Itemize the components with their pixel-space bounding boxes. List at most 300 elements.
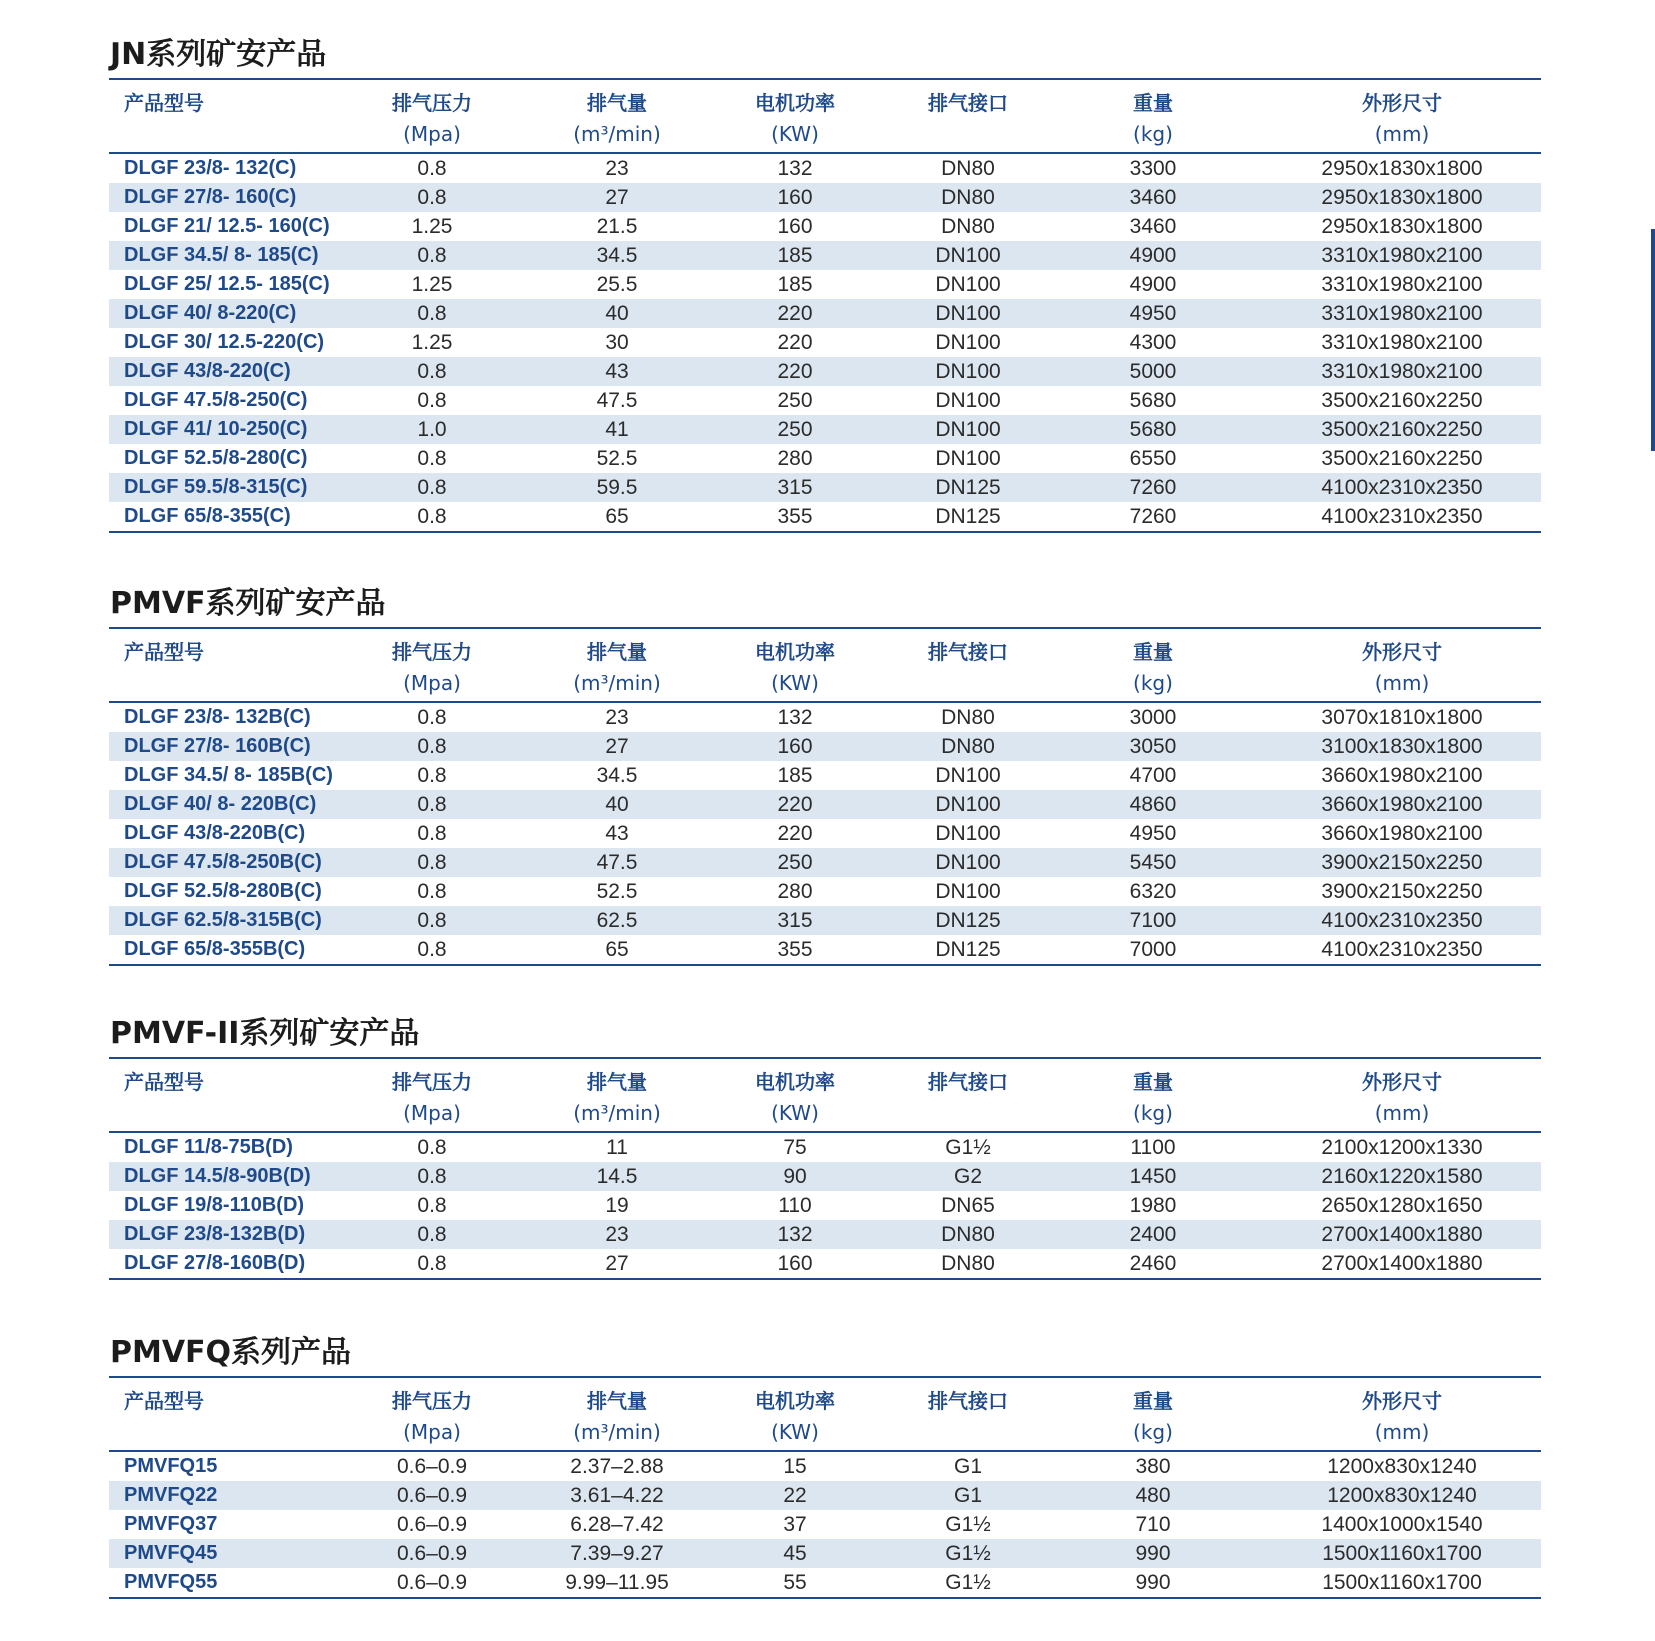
table-row: [109, 732, 1541, 761]
cell-outlet: DN100: [893, 848, 1043, 877]
cell-dims: 3900x2150x2250: [1263, 848, 1541, 877]
table-row: [109, 1510, 1541, 1539]
cell-outlet: DN80: [893, 183, 1043, 212]
cell-dims: 2950x1830x1800: [1321, 157, 1483, 180]
header-flow: 排气量 (m³/min): [573, 1389, 661, 1444]
cell-model: PMVFQ22: [109, 1481, 327, 1510]
cell-weight: 3300: [1129, 157, 1177, 180]
cell-model: PMVFQ37: [124, 1513, 218, 1535]
cell-weight: 4300: [1129, 331, 1177, 354]
cell-model: DLGF 34.5/ 8- 185B(C): [124, 764, 333, 786]
table-row: [109, 183, 1541, 212]
cell-power: 185: [777, 273, 813, 296]
cell-dims: 2950x1830x1800: [1321, 215, 1483, 238]
cell-pressure: 0.6–0.9: [327, 1539, 537, 1568]
cell-dims: 2160x1220x1580: [1263, 1162, 1541, 1191]
section-title: JN系列矿安产品: [110, 37, 327, 72]
page-edge-tab: [1651, 229, 1655, 451]
header-pressure: 排气压力 (Mpa): [392, 91, 472, 146]
cell-outlet: G1: [953, 1455, 982, 1478]
table-header-row: [109, 1377, 1541, 1451]
cell-model: DLGF 30/ 12.5-220(C): [124, 331, 325, 353]
cell-pressure: 0.8: [417, 764, 447, 787]
cell-flow: 7.39–9.27: [537, 1539, 697, 1568]
table-row: [109, 357, 1541, 386]
cell-flow: 47.5: [537, 848, 697, 877]
cell-pressure: 0.8: [417, 157, 447, 180]
cell-flow: 9.99–11.95: [565, 1571, 669, 1594]
cell-weight: 3050: [1043, 732, 1263, 761]
cell-pressure: 1.25: [411, 215, 453, 238]
cell-power: 132: [697, 1220, 893, 1249]
cell-outlet: DN100: [893, 241, 1043, 270]
cell-model: DLGF 27/8- 160(C): [109, 183, 327, 212]
cell-flow: 59.5: [537, 473, 697, 502]
cell-flow: 14.5: [537, 1162, 697, 1191]
cell-power: 220: [697, 790, 893, 819]
cell-pressure: 0.8: [417, 447, 447, 470]
cell-weight: 3460: [1043, 183, 1263, 212]
cell-power: 55: [783, 1571, 807, 1594]
cell-outlet: DN100: [935, 880, 1001, 903]
cell-model: DLGF 40/ 8- 220B(C): [109, 790, 327, 819]
cell-power: 185: [697, 241, 893, 270]
cell-dims: 1500x1160x1700: [1322, 1571, 1482, 1594]
cell-weight: 7000: [1129, 938, 1177, 961]
cell-model: DLGF 59.5/8-315(C): [109, 473, 327, 502]
cell-pressure: 0.8: [417, 389, 447, 412]
cell-pressure: 0.8: [327, 183, 537, 212]
table-row: [109, 328, 1541, 357]
header-model: 产品型号: [124, 640, 204, 664]
cell-dims: 2650x1280x1650: [1321, 1194, 1483, 1217]
cell-weight: 7260: [1043, 473, 1263, 502]
cell-power: 355: [777, 938, 813, 961]
table-row: [109, 935, 1541, 965]
table-row: [109, 1451, 1541, 1481]
cell-weight: 380: [1135, 1455, 1171, 1478]
section-title: PMVF系列矿安产品: [110, 586, 386, 621]
table-body: [109, 1451, 1541, 1598]
cell-pressure: 0.6–0.9: [396, 1513, 468, 1536]
cell-power: 22: [697, 1481, 893, 1510]
cell-weight: 4860: [1043, 790, 1263, 819]
cell-outlet: DN100: [893, 299, 1043, 328]
cell-outlet: G2: [893, 1162, 1043, 1191]
cell-outlet: DN80: [893, 732, 1043, 761]
cell-model: DLGF 23/8-132B(D): [109, 1220, 327, 1249]
cell-weight: 5000: [1043, 357, 1263, 386]
cell-outlet: DN80: [941, 215, 995, 238]
cell-model: DLGF 23/8- 132B(C): [124, 706, 311, 728]
table-row: [109, 702, 1541, 732]
cell-weight: 990: [1135, 1571, 1171, 1594]
cell-dims: 1200x830x1240: [1327, 1455, 1477, 1478]
cell-pressure: 0.8: [327, 299, 537, 328]
cell-model: DLGF 41/ 10-250(C): [109, 415, 327, 444]
cell-pressure: 0.8: [327, 848, 537, 877]
cell-dims: 2700x1400x1880: [1263, 1220, 1541, 1249]
cell-flow: 21.5: [596, 215, 638, 238]
table-row: [109, 153, 1541, 183]
cell-power: 220: [697, 299, 893, 328]
cell-outlet: G1½: [945, 1571, 991, 1594]
cell-dims: 3100x1830x1800: [1263, 732, 1541, 761]
table-header-row: [109, 1058, 1541, 1132]
cell-model: DLGF 43/8-220(C): [109, 357, 327, 386]
cell-power: 37: [783, 1513, 807, 1536]
cell-power: 15: [783, 1455, 807, 1478]
header-outlet: 排气接口: [928, 640, 1008, 664]
cell-outlet: DN100: [935, 764, 1001, 787]
cell-power: 220: [777, 331, 813, 354]
cell-dims: 3310x1980x2100: [1263, 357, 1541, 386]
table-row: [109, 1132, 1541, 1162]
cell-weight: 5680: [1043, 415, 1263, 444]
product-series-section-1: [109, 32, 1541, 533]
cell-model: DLGF 52.5/8-280(C): [124, 447, 308, 469]
cell-flow: 23: [605, 706, 629, 729]
cell-model: DLGF 65/8-355B(C): [124, 938, 306, 960]
cell-outlet: DN100: [893, 415, 1043, 444]
table-row: [109, 1539, 1541, 1568]
cell-flow: 27: [537, 732, 697, 761]
header-model: 产品型号: [124, 1389, 204, 1413]
header-dims: 外形尺寸 (mm): [1362, 1070, 1442, 1125]
cell-outlet: DN100: [893, 357, 1043, 386]
cell-model: PMVFQ45: [109, 1539, 327, 1568]
table-body: [109, 1132, 1541, 1279]
header-outlet: 排气接口: [928, 1070, 1008, 1094]
cell-pressure: 1.0: [327, 415, 537, 444]
cell-power: 160: [777, 215, 813, 238]
cell-flow: 65: [605, 505, 629, 528]
header-flow: 排气量 (m³/min): [573, 640, 661, 695]
header-outlet: 排气接口: [928, 1389, 1008, 1413]
cell-dims: 4100x2310x2350: [1263, 906, 1541, 935]
cell-flow: 27: [537, 183, 697, 212]
header-weight: 重量 (kg): [1133, 640, 1173, 695]
cell-flow: 27: [605, 1252, 629, 1275]
cell-model: DLGF 65/8-355(C): [124, 505, 291, 527]
header-power: 电机功率 (KW): [755, 91, 835, 146]
cell-weight: 6320: [1129, 880, 1177, 903]
cell-pressure: 0.8: [417, 938, 447, 961]
table-row: [109, 790, 1541, 819]
cell-power: 315: [697, 906, 893, 935]
table-row: [109, 761, 1541, 790]
table-row: [109, 299, 1541, 328]
cell-model: DLGF 11/8-75B(D): [124, 1136, 293, 1158]
cell-outlet: DN65: [941, 1194, 995, 1217]
cell-weight: 2400: [1043, 1220, 1263, 1249]
cell-dims: 3660x1980x2100: [1321, 764, 1483, 787]
spec-table: [109, 78, 1541, 533]
cell-weight: 6550: [1129, 447, 1177, 470]
cell-flow: 11: [606, 1136, 628, 1159]
table-row: [109, 1481, 1541, 1510]
cell-model: DLGF 47.5/8-250(C): [124, 389, 308, 411]
cell-weight: 4950: [1129, 822, 1177, 845]
cell-pressure: 0.8: [327, 906, 537, 935]
header-pressure: 排气压力 (Mpa): [392, 640, 472, 695]
cell-dims: 1200x830x1240: [1263, 1481, 1541, 1510]
cell-flow: 23: [537, 1220, 697, 1249]
table-body: [109, 702, 1541, 965]
cell-model: PMVFQ55: [124, 1571, 218, 1593]
cell-pressure: 0.6–0.9: [396, 1571, 468, 1594]
cell-flow: 65: [605, 938, 629, 961]
cell-flow: 43: [537, 357, 697, 386]
cell-flow: 52.5: [596, 447, 638, 470]
header-model: 产品型号: [124, 1070, 204, 1094]
cell-power: 75: [783, 1136, 807, 1159]
cell-pressure: 0.8: [417, 822, 447, 845]
cell-weight: 4700: [1129, 764, 1177, 787]
spec-table: [109, 1376, 1541, 1599]
table-row: [109, 212, 1541, 241]
cell-pressure: 0.8: [327, 732, 537, 761]
cell-weight: 4900: [1043, 241, 1263, 270]
cell-outlet: DN125: [893, 473, 1043, 502]
cell-model: DLGF 19/8-110B(D): [124, 1194, 305, 1216]
cell-weight: 990: [1043, 1539, 1263, 1568]
cell-weight: 5450: [1043, 848, 1263, 877]
header-power: 电机功率 (KW): [755, 640, 835, 695]
cell-pressure: 0.8: [327, 1220, 537, 1249]
cell-dims: 4100x2310x2350: [1321, 938, 1483, 961]
cell-flow: 19: [605, 1194, 629, 1217]
cell-pressure: 0.8: [327, 241, 537, 270]
header-dims: 外形尺寸 (mm): [1362, 640, 1442, 695]
cell-flow: 3.61–4.22: [537, 1481, 697, 1510]
cell-pressure: 0.8: [417, 505, 447, 528]
cell-flow: 47.5: [596, 389, 638, 412]
header-power: 电机功率 (KW): [755, 1389, 835, 1444]
cell-flow: 2.37–2.88: [570, 1455, 664, 1478]
cell-outlet: G1½: [893, 1539, 1043, 1568]
cell-model: DLGF 27/8- 160B(C): [109, 732, 327, 761]
cell-power: 250: [777, 389, 813, 412]
cell-pressure: 0.6–0.9: [396, 1455, 468, 1478]
cell-power: 220: [697, 357, 893, 386]
cell-weight: 5680: [1129, 389, 1177, 412]
cell-dims: 2100x1200x1330: [1321, 1136, 1483, 1159]
header-pressure: 排气压力 (Mpa): [392, 1070, 472, 1125]
cell-outlet: G1½: [945, 1513, 991, 1536]
cell-pressure: 0.8: [417, 880, 447, 903]
cell-dims: 3660x1980x2100: [1263, 790, 1541, 819]
header-flow: 排气量 (m³/min): [573, 91, 661, 146]
header-model: 产品型号: [124, 91, 204, 115]
section-title: PMVFQ系列产品: [110, 1335, 352, 1370]
cell-dims: 3500x2160x2250: [1321, 447, 1483, 470]
cell-power: 110: [778, 1194, 812, 1217]
cell-pressure: 0.8: [417, 1194, 447, 1217]
cell-outlet: DN100: [893, 790, 1043, 819]
cell-flow: 41: [537, 415, 697, 444]
header-weight: 重量 (kg): [1133, 91, 1173, 146]
cell-pressure: 1.25: [411, 273, 453, 296]
table-body: [109, 153, 1541, 532]
cell-model: DLGF 25/ 12.5- 185(C): [124, 273, 330, 295]
cell-dims: 3660x1980x2100: [1321, 822, 1483, 845]
cell-model: DLGF 40/ 8-220(C): [109, 299, 327, 328]
cell-pressure: 0.6–0.9: [327, 1481, 537, 1510]
product-series-section-4: [109, 1330, 1541, 1599]
cell-model: DLGF 23/8- 132(C): [124, 157, 297, 179]
cell-flow: 6.28–7.42: [570, 1513, 664, 1536]
cell-dims: 2950x1830x1800: [1263, 183, 1541, 212]
header-weight: 重量 (kg): [1133, 1389, 1173, 1444]
header-outlet: 排气接口: [928, 91, 1008, 115]
cell-dims: 3500x2160x2250: [1321, 389, 1483, 412]
cell-model: DLGF 21/ 12.5- 160(C): [124, 215, 330, 237]
cell-weight: 1100: [1130, 1136, 1176, 1159]
cell-outlet: G1½: [945, 1136, 991, 1159]
cell-dims: 3310x1980x2100: [1263, 241, 1541, 270]
table-row: [109, 1249, 1541, 1279]
cell-weight: 4950: [1043, 299, 1263, 328]
cell-dims: 3070x1810x1800: [1321, 706, 1483, 729]
cell-model: DLGF 14.5/8-90B(D): [109, 1162, 327, 1191]
cell-model: DLGF 34.5/ 8- 185(C): [109, 241, 327, 270]
cell-dims: 4100x2310x2350: [1321, 505, 1483, 528]
table-header-row: [109, 628, 1541, 702]
cell-outlet: DN125: [935, 505, 1001, 528]
cell-weight: 1450: [1043, 1162, 1263, 1191]
cell-weight: 480: [1043, 1481, 1263, 1510]
cell-power: 132: [777, 157, 813, 180]
cell-flow: 40: [537, 790, 697, 819]
cell-pressure: 0.8: [327, 357, 537, 386]
cell-power: 185: [777, 764, 813, 787]
cell-power: 160: [777, 1252, 813, 1275]
table-row: [109, 241, 1541, 270]
table-row: [109, 906, 1541, 935]
table-row: [109, 1220, 1541, 1249]
cell-weight: 7100: [1043, 906, 1263, 935]
cell-outlet: DN100: [935, 447, 1001, 470]
cell-flow: 52.5: [596, 880, 638, 903]
cell-dims: 1400x1000x1540: [1321, 1513, 1483, 1536]
cell-flow: 23: [605, 157, 629, 180]
cell-outlet: DN80: [941, 157, 995, 180]
cell-pressure: 1.25: [411, 331, 453, 354]
table-row: [109, 819, 1541, 848]
cell-dims: 3310x1980x2100: [1321, 331, 1483, 354]
cell-model: DLGF 47.5/8-250B(C): [109, 848, 327, 877]
cell-outlet: DN100: [935, 389, 1001, 412]
cell-model: DLGF 43/8-220B(C): [124, 822, 306, 844]
cell-flow: 34.5: [596, 764, 638, 787]
cell-outlet: DN100: [935, 273, 1001, 296]
table-row: [109, 848, 1541, 877]
cell-flow: 34.5: [537, 241, 697, 270]
section-title: PMVF-II系列矿安产品: [110, 1016, 420, 1051]
product-series-section-2: [109, 581, 1541, 966]
cell-outlet: DN125: [893, 906, 1043, 935]
cell-weight: 4900: [1129, 273, 1177, 296]
table-row: [109, 444, 1541, 473]
cell-power: 160: [697, 183, 893, 212]
cell-dims: 3310x1980x2100: [1263, 299, 1541, 328]
cell-model: PMVFQ15: [124, 1455, 218, 1477]
cell-weight: 7260: [1129, 505, 1177, 528]
cell-power: 90: [697, 1162, 893, 1191]
table-row: [109, 386, 1541, 415]
table-header-row: [109, 79, 1541, 153]
cell-model: DLGF 62.5/8-315B(C): [109, 906, 327, 935]
cell-pressure: 0.8: [417, 706, 447, 729]
table-row: [109, 1191, 1541, 1220]
table-row: [109, 877, 1541, 906]
cell-outlet: DN125: [935, 938, 1001, 961]
cell-power: 315: [697, 473, 893, 502]
cell-dims: 2700x1400x1880: [1321, 1252, 1483, 1275]
cell-model: DLGF 52.5/8-280B(C): [124, 880, 322, 902]
cell-pressure: 0.8: [327, 790, 537, 819]
cell-power: 220: [777, 822, 813, 845]
cell-power: 250: [697, 415, 893, 444]
cell-pressure: 0.8: [327, 1162, 537, 1191]
cell-power: 250: [697, 848, 893, 877]
cell-power: 280: [777, 447, 813, 470]
cell-flow: 25.5: [596, 273, 638, 296]
table-row: [109, 1162, 1541, 1191]
header-dims: 外形尺寸 (mm): [1362, 1389, 1442, 1444]
header-dims: 外形尺寸 (mm): [1362, 91, 1442, 146]
cell-dims: 3900x2150x2250: [1321, 880, 1483, 903]
header-flow: 排气量 (m³/min): [573, 1070, 661, 1125]
cell-weight: 1980: [1129, 1194, 1177, 1217]
cell-power: 355: [777, 505, 813, 528]
header-power: 电机功率 (KW): [755, 1070, 835, 1125]
table-row: [109, 473, 1541, 502]
spec-table: [109, 627, 1541, 966]
cell-model: DLGF 27/8-160B(D): [124, 1252, 306, 1274]
cell-weight: 3460: [1129, 215, 1177, 238]
cell-dims: 3310x1980x2100: [1321, 273, 1483, 296]
cell-flow: 40: [537, 299, 697, 328]
cell-pressure: 0.8: [417, 1252, 447, 1275]
cell-power: 132: [777, 706, 813, 729]
cell-flow: 30: [605, 331, 629, 354]
cell-pressure: 0.8: [327, 473, 537, 502]
cell-dims: 4100x2310x2350: [1263, 473, 1541, 502]
cell-outlet: DN80: [893, 1220, 1043, 1249]
header-weight: 重量 (kg): [1133, 1070, 1173, 1125]
cell-dims: 3500x2160x2250: [1263, 415, 1541, 444]
cell-power: 280: [777, 880, 813, 903]
cell-flow: 43: [605, 822, 629, 845]
cell-weight: 3000: [1129, 706, 1177, 729]
cell-outlet: DN100: [935, 331, 1001, 354]
table-row: [109, 415, 1541, 444]
cell-outlet: DN80: [941, 1252, 995, 1275]
cell-power: 160: [697, 732, 893, 761]
cell-weight: 710: [1135, 1513, 1171, 1536]
cell-pressure: 0.8: [417, 1136, 447, 1159]
product-series-section-3: [109, 1011, 1541, 1280]
cell-outlet: DN80: [941, 706, 995, 729]
spec-table: [109, 1057, 1541, 1280]
cell-outlet: DN100: [935, 822, 1001, 845]
table-row: [109, 502, 1541, 532]
cell-weight: 2460: [1129, 1252, 1177, 1275]
cell-dims: 1500x1160x1700: [1263, 1539, 1541, 1568]
header-pressure: 排气压力 (Mpa): [392, 1389, 472, 1444]
